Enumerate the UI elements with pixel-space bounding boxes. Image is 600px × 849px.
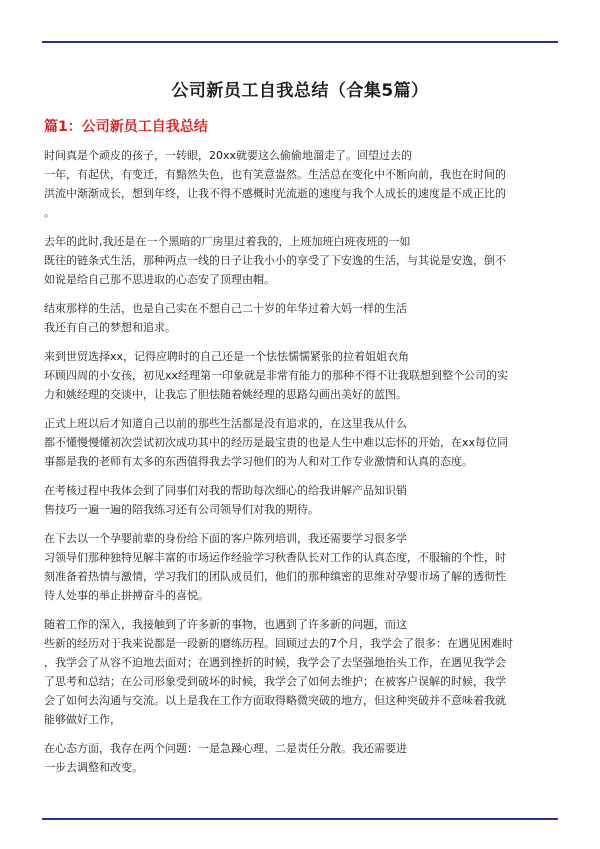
paragraph: 时间真是个顽皮的孩子，一转眼，20xx就要这么偷偷地溜走了。回望过去的 一年，有起伏，有变迁，有黯然失色，也有笑意盎然。生活总在变化中不断向前，我也在时间的 洪流中渐渐成长，想到年终，让我不得不感概时光流逝的速度与我个人成长的速度是不成正比的 。	[44, 149, 506, 219]
paragraph: 结束那样的生活，也是自己实在不想自己二十岁的年华过着大妈一样的生活 我还有自己的梦想和追求。	[44, 302, 407, 334]
paragraph: 在考核过程中我体会到了同事们对我的帮助每次细心的给我讲解产品知识销 售技巧一遍一遍的陪我练习还有公司领导们对我的期待。	[44, 484, 407, 516]
document-body	[44, 146, 558, 787]
paragraph: 在下去以一个孕婴前辈的身份给下面的客户陈列培训，我还需要学习很多学 习领导们那种独特见解丰富的市场运作经验学习秋香队长对工作的认真态度，不服输的个性，时 刻准备着热情与激情，学习我们的团队成员们，他们的那种缜密的思维对孕婴市场了解的透彻性 待人处事的举止拼搏奋斗的喜悦。	[44, 532, 506, 602]
paragraph: 去年的此时,我还是在一个黑暗的厂房里过着我的，上班加班白班夜班的一如 既往的链条式生活，那种两点一线的日子让我小小的享受了下安逸的生活，与其说是安逸，倒不 如说是给自己那不思进取的心态安了顶理由帽。	[44, 235, 506, 286]
paragraph: 在心态方面，我存在两个问题：一是急躁心理、二是责任分散。我还需要进 一步去调整和改变。	[44, 742, 407, 774]
paragraph: 正式上班以后才知道自己以前的那些生活都是没有追求的，在这里我从什么 都不懂慢慢懂初次尝试初次成功其中的经历是最宝贵的也是人生中难以忘怀的开始，在xx每位同 事都是我的老师有太多的东西值得我去学习他们的为人和对工作专业激情和认真的态度。	[44, 417, 509, 468]
paragraph: 来到世贸选择xx，记得应聘时的自己还是一个怯怯懦懦紧张的拉着姐姐衣角 环顾四周的小女孩，初见xx经理第一印象就是非常有能力的那种不得不让我联想到整个公司的实 力和姚经理的交谈中，让我忘了胆怯随着姚经理的思路勾画出美好的蓝图。	[44, 350, 509, 401]
bottom-divider	[42, 818, 558, 820]
paragraph: 随着工作的深入，我接触到了许多新的事物，也遇到了许多新的问题，而这 些新的经历对于我来说都是一段新的磨练历程。回顾过去的7个月，我学会了很多：在遇见困难时 ，我学会了从容不迫地去面对；在遇到挫折的时候，我学会了去坚强地抬头工作，在遇见我学会 了思考和总结；在公司形象受到破坏的时候，我学会了如何去维护；在被客户误解的时候，我学 会了如何去沟通与交流。以上是我在工作方面取得略微突破的地方，但这种突破并不意味着我就 能够做好工作，	[44, 618, 513, 726]
top-divider	[42, 41, 558, 43]
section-heading: 篇1：公司新员工自我总结	[44, 119, 208, 135]
document-title: 公司新员工自我总结（合集5篇）	[171, 81, 429, 101]
